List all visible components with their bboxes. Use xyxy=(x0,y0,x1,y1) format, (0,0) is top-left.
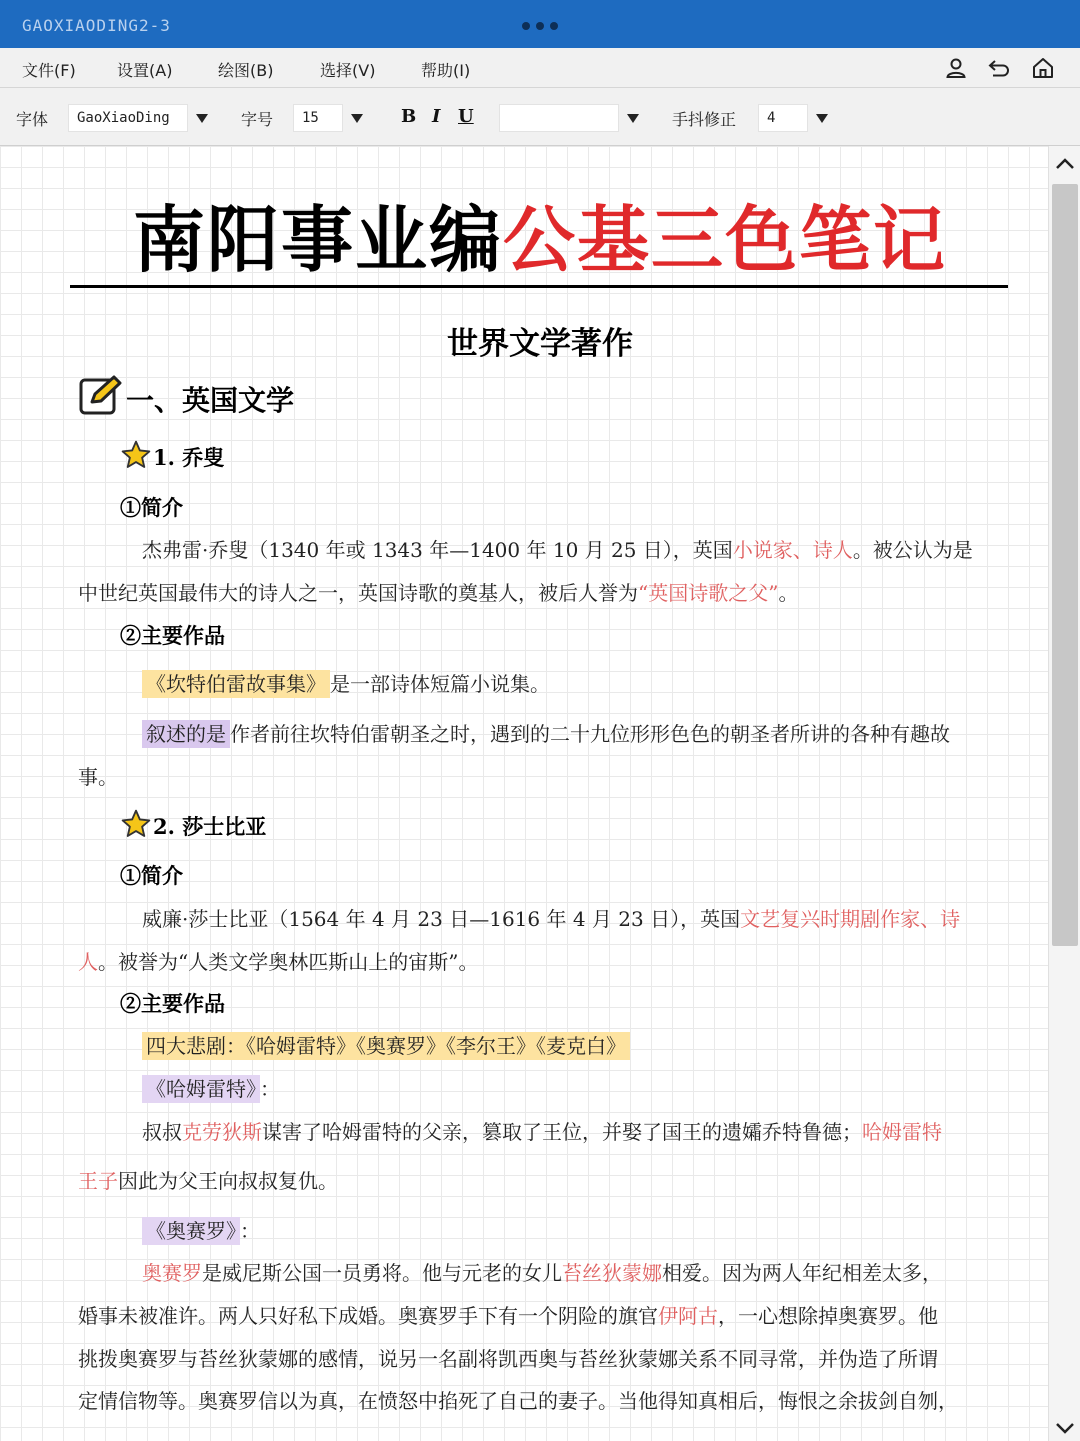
works-label: ②主要作品 xyxy=(120,623,225,648)
star-icon xyxy=(120,808,152,840)
tragedies-line xyxy=(142,1030,630,1059)
intro-label: ①简介 xyxy=(120,495,183,520)
page-title xyxy=(0,198,1048,282)
user-icon[interactable] xyxy=(944,56,968,80)
scroll-up-icon[interactable] xyxy=(1053,154,1077,174)
paragraph-line: 王子因此为父王向叔叔复仇。 xyxy=(78,1169,338,1193)
intro-label: ①简介 xyxy=(120,863,183,888)
menu-file[interactable]: 文件(F) xyxy=(22,61,76,80)
paragraph-line: 婚事未被准许。两人只好私下成婚。奥赛罗手下有一个阴险的旗官伊阿古，一心想除掉奥赛罗。他 xyxy=(78,1304,938,1328)
works-label: ②主要作品 xyxy=(120,991,225,1016)
undo-icon[interactable] xyxy=(987,56,1011,80)
size-select[interactable]: 15 xyxy=(293,104,343,132)
item-heading-chaucer: 1. 乔叟 xyxy=(153,445,225,470)
paragraph-line: 叙述的是 作者前往坎特伯雷朝圣之时，遇到的二十九位形形色色的朝圣者所讲的各种有趣故 xyxy=(142,718,950,747)
underline-button[interactable]: U xyxy=(458,106,474,127)
menu-settings[interactable]: 设置(A) xyxy=(117,61,173,80)
menu-draw[interactable]: 绘图(B) xyxy=(218,61,274,80)
paragraph-line: 奥赛罗是威尼斯公国一员勇将。他与元老的女儿苔丝狄蒙娜相爱。因为两人年纪相差太多， xyxy=(142,1261,942,1285)
scrollbar-thumb[interactable] xyxy=(1052,184,1078,946)
menu-bar xyxy=(0,48,1080,88)
menu-select[interactable]: 选择(V) xyxy=(320,61,376,80)
correction-dropdown-icon[interactable] xyxy=(808,104,836,132)
correction-label: 手抖修正 xyxy=(672,110,737,129)
work-title-highlight: 《坎特伯雷故事集》 xyxy=(142,670,330,698)
work-line: 《坎特伯雷故事集》 是一部诗体短篇小说集。 xyxy=(142,668,550,697)
paragraph-line: 威廉·莎士比亚（1564 年 4 月 23 日—1616 年 4 月 23 日），英国文艺复兴时期剧作家、诗 xyxy=(142,907,961,931)
paragraph-line: 事。 xyxy=(78,765,118,789)
edit-note-icon xyxy=(78,374,124,416)
title-red: 公基三色笔记 xyxy=(503,197,948,282)
scroll-down-icon[interactable] xyxy=(1053,1418,1077,1438)
size-dropdown-icon[interactable] xyxy=(343,104,371,132)
star-icon xyxy=(120,439,152,471)
section-heading: 一、英国文学 xyxy=(126,384,295,417)
app-title: GAOXIAODING2-3 xyxy=(22,16,171,35)
italic-button[interactable]: I xyxy=(432,106,441,127)
item-heading-shakespeare: 2. 莎士比亚 xyxy=(153,814,267,839)
subtitle: 世界文学著作 xyxy=(447,326,633,362)
othello-label: 《奥赛罗》 ： xyxy=(142,1215,260,1244)
paragraph-line: 挑拨奥赛罗与苔丝狄蒙娜的感情，说另一名副将凯西奥与苔丝狄蒙娜关系不同寻常，并伪造了所谓 xyxy=(78,1347,938,1371)
title-bar xyxy=(0,0,1080,48)
tragedies-highlight: 四大悲剧：《哈姆雷特》《奥赛罗》《李尔王》《麦克白》 xyxy=(142,1032,630,1060)
paragraph-line: 中世纪英国最伟大的诗人之一，英国诗歌的奠基人，被后人誉为“英国诗歌之父”。 xyxy=(78,581,799,605)
menu-help[interactable]: 帮助(I) xyxy=(421,61,471,80)
correction-select[interactable]: 4 xyxy=(758,104,808,132)
bold-button[interactable]: B xyxy=(401,106,417,127)
paragraph-line: 人。被誉为“人类文学奥林匹斯山上的宙斯”。 xyxy=(78,950,479,974)
vertical-scrollbar[interactable] xyxy=(1048,146,1080,1441)
color-dropdown-icon[interactable] xyxy=(619,104,647,132)
hamlet-label: 《哈姆雷特》 ： xyxy=(142,1073,280,1102)
paragraph-line: 叔叔克劳狄斯谋害了哈姆雷特的父亲，篡取了王位，并娶了国王的遗孀乔特鲁德；哈姆雷特 xyxy=(142,1120,942,1144)
format-toolbar xyxy=(0,88,1080,146)
window-options-icon[interactable] xyxy=(522,22,558,30)
font-label: 字体 xyxy=(16,110,49,129)
font-select[interactable]: GaoXiaoDing xyxy=(68,104,188,132)
font-dropdown-icon[interactable] xyxy=(188,104,216,132)
narration-highlight: 叙述的是 xyxy=(142,720,230,748)
home-icon[interactable] xyxy=(1031,56,1055,80)
paragraph-line: 杰弗雷·乔叟（1340 年或 1343 年—1400 年 10 月 25 日），英国小说家、诗人。被公认为是 xyxy=(142,538,973,562)
size-label: 字号 xyxy=(241,110,274,129)
color-select[interactable] xyxy=(499,104,619,132)
title-divider xyxy=(70,285,1008,288)
title-black: 南阳事业编 xyxy=(132,197,503,282)
paragraph-line: 定情信物等。奥赛罗信以为真，在愤怒中掐死了自己的妻子。当他得知真相后，悔恨之余拔剑自刎， xyxy=(78,1389,958,1413)
document-canvas[interactable] xyxy=(0,146,1048,1441)
